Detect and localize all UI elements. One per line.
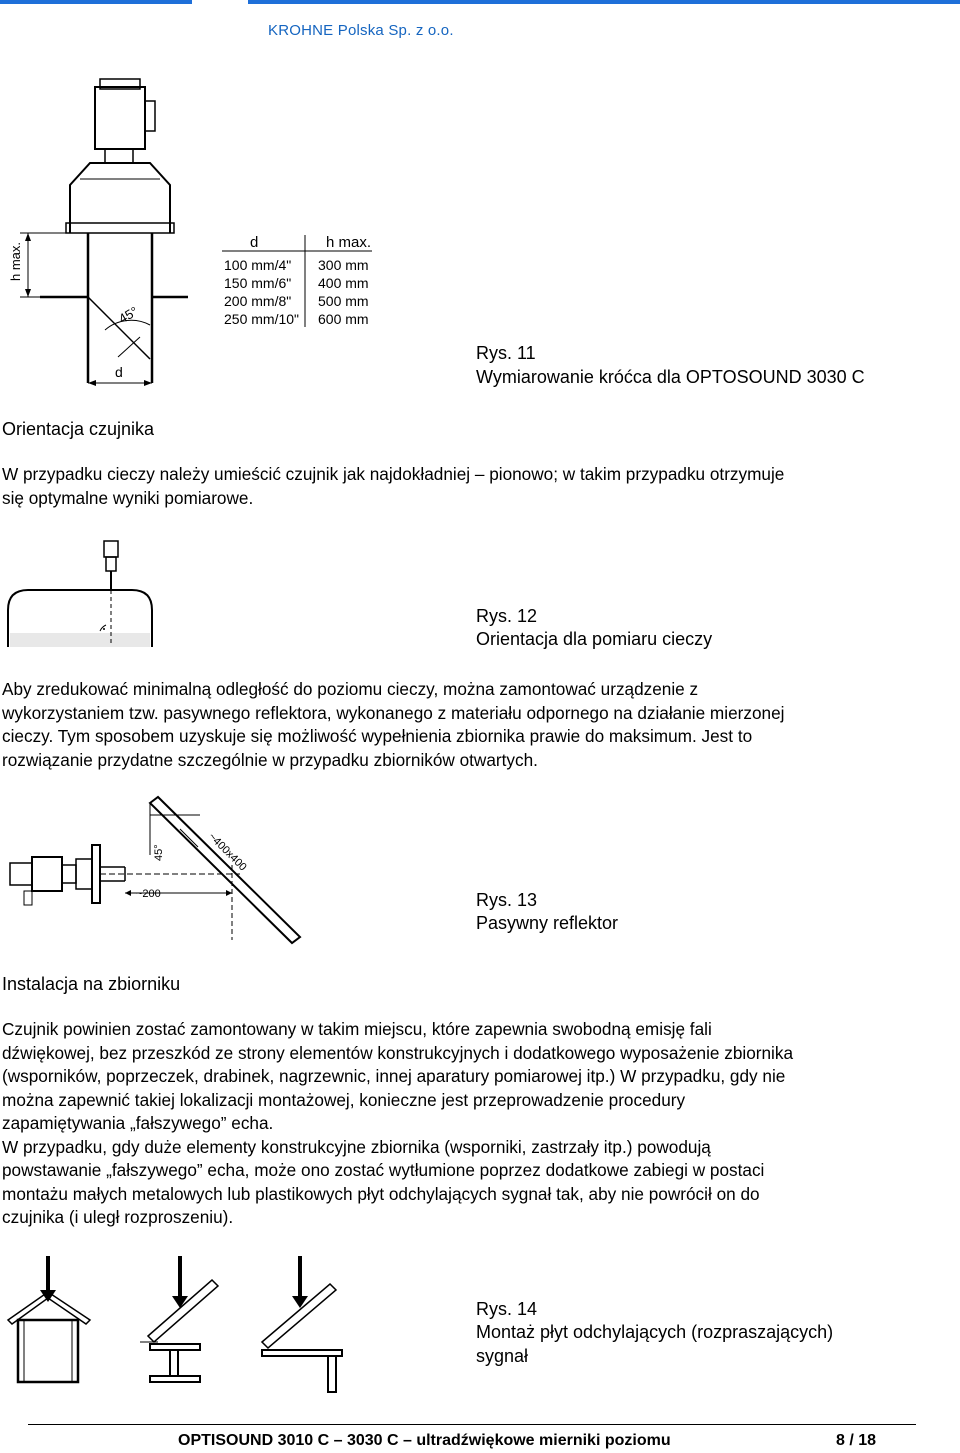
fig11-dim-d: d xyxy=(115,364,123,380)
section2-line: montażu małych metalowych lub plastikowych płyt odchylających sygnał tak, aby nie powrócił on do xyxy=(2,1183,760,1204)
fig14-caption-line2: sygnał xyxy=(476,1346,529,1366)
para2-line: wykorzystaniem tzw. pasywnego reflektora, wykonanego z materiału odpornego na działanie mierzonej xyxy=(2,702,785,723)
fig14-caption-number: Rys. 14 xyxy=(476,1299,538,1319)
fig11-caption-number: Rys. 11 xyxy=(476,343,536,363)
fig11-row3-h: 500 mm xyxy=(318,293,369,309)
fig14-caption-line1: Montaż płyt odchylających (rozpraszających) xyxy=(476,1322,834,1342)
para2-line: rozwiązanie przydatne szczególnie w przypadku zbiorników otwartych. xyxy=(2,749,538,770)
section2-line: można zapewnić takiej lokalizacji montażowej, konieczne jest przeprowadzenie procedury xyxy=(2,1089,686,1110)
header-accent-bar-left xyxy=(0,0,192,4)
fig11-dim-h: h max. xyxy=(8,241,23,281)
section1-line: W przypadku cieczy należy umieścić czujnik jak najdokładniej – pionowo; w takim przypadku otrzymuje xyxy=(2,464,785,484)
section2-line: powstawanie „fałszywego” echa, może ono zostać wytłumione poprzez dodatkowe zabiegi w postaci xyxy=(2,1160,765,1180)
figure-13-passive-reflector xyxy=(0,795,320,945)
section2-line: dźwiękowej, bez przeszkód ze strony elementów konstrukcyjnych i dodatkowego wyposażenie zbiornika xyxy=(2,1042,794,1063)
reflector-paragraph xyxy=(2,678,942,772)
section-heading-orientation: Orientacja czujnika xyxy=(2,419,155,439)
section2-line: W przypadku, gdy duże elementy konstrukcyjne zbiornika (wsporniki, zastrzały itp.) powodują xyxy=(2,1136,711,1157)
fig11-row2-d: 150 mm/6" xyxy=(224,275,292,291)
fig11-angle: 45° xyxy=(115,303,141,327)
fig11-caption-text: Wymiarowanie króćca dla OPTOSOUND 3030 C xyxy=(476,367,865,387)
section1-line: się optymalne wyniki pomiarowe. xyxy=(2,487,254,508)
header-accent-bar-right xyxy=(248,0,960,4)
header-company: KROHNE Polska Sp. z o.o. xyxy=(268,22,454,39)
installation-paragraph xyxy=(2,1018,942,1230)
figure-11-nozzle-dimensioning xyxy=(0,75,420,395)
para2-line: cieczy. Tym sposobem uzyskuje się możliwość wypełnienia zbiornika prawie do maksimum. Jest to xyxy=(2,726,753,746)
fig11-row4-h: 600 mm xyxy=(318,311,369,327)
fig13-angle: 45° xyxy=(153,844,165,861)
fig11-row1-h: 300 mm xyxy=(318,257,369,273)
section2-line: czujnika (i uległ rozproszeniu). xyxy=(2,1207,234,1227)
fig13-dim-200: ~200 xyxy=(136,888,161,900)
section2-line: zapamiętywania „fałszywego” echa. xyxy=(2,1113,274,1133)
section2-line: (wsporników, poprzeczek, drabinek, nagrzewnic, innej aparatury pomiarowej itp.) W przypadku, gdy nie xyxy=(2,1066,786,1086)
section-heading-installation: Instalacja na zbiorniku xyxy=(2,974,181,994)
fig12-caption-number: Rys. 12 xyxy=(476,606,538,626)
footer-title: OPTISOUND 3010 C – 3030 C – ultradźwiękowe mierniki poziomu xyxy=(178,1432,671,1449)
fig11-table-col-d: d xyxy=(250,234,259,251)
section1-paragraph xyxy=(2,463,942,510)
fig13-caption-text: Pasywny reflektor xyxy=(476,913,619,933)
footer-page-number: 8 / 18 xyxy=(836,1432,877,1449)
fig13-caption-number: Rys. 13 xyxy=(476,890,538,910)
fig11-row4-d: 250 mm/10" xyxy=(224,311,300,327)
para2-line: Aby zredukować minimalną odległość do poziomu cieczy, można zamontować urządzenie z xyxy=(2,679,699,699)
fig12-caption-text: Orientacja dla pomiaru cieczy xyxy=(476,629,713,649)
fig11-row2-h: 400 mm xyxy=(318,275,369,291)
footer-divider xyxy=(28,1424,916,1425)
fig11-row3-d: 200 mm/8" xyxy=(224,293,292,309)
fig13-dim-400: ~400x400 xyxy=(205,830,249,874)
fig11-table-col-h: h max. xyxy=(326,234,372,251)
figure-14-deflector-plates xyxy=(0,1250,400,1410)
figure-12-liquid-orientation xyxy=(0,535,170,650)
fig11-row1-d: 100 mm/4" xyxy=(224,257,292,273)
section2-line: Czujnik powinien zostać zamontowany w takim miejscu, które zapewnia swobodną emisję fali xyxy=(2,1019,712,1039)
